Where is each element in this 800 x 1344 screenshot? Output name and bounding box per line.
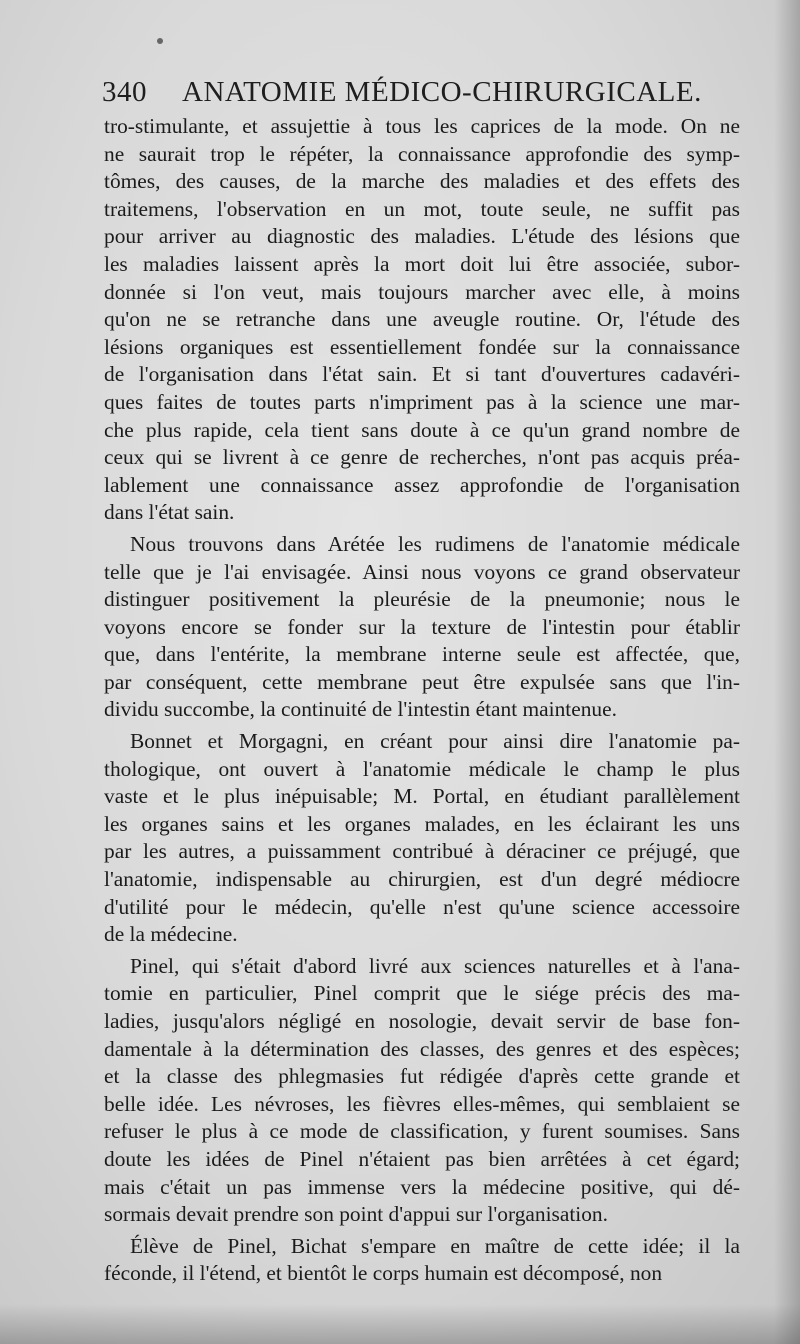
text-line: d'utilité pour le médecin, qu'elle n'est qu'une science accessoire: [104, 894, 740, 919]
paragraph: [104, 113, 740, 527]
text-line: que, dans l'entérite, la membrane interne seule est affectée, que,: [104, 642, 740, 667]
page-edge-shadow-bottom: [0, 1304, 800, 1344]
paragraph: [104, 728, 740, 949]
page-edge-shadow-right: [774, 0, 800, 1344]
text-line: telle que je l'ai envisagée. Ainsi nous voyons ce grand observateur: [104, 559, 740, 584]
text-line: ques faites de toutes parts n'impriment pas à la science une mar-: [104, 389, 740, 414]
text-line: dividu succombe, la continuité de l'intestin étant maintenue.: [104, 697, 617, 722]
running-header: [102, 76, 742, 109]
text-line: par conséquent, cette membrane peut être expulsée sans que l'in-: [104, 669, 740, 694]
text-line: sormais devait prendre son point d'appui sur l'organisation.: [104, 1202, 608, 1227]
text-line: belle idée. Les névroses, les fièvres elles-mêmes, qui semblaient se: [104, 1091, 740, 1116]
text-line: féconde, il l'étend, et bientôt le corps humain est décomposé, non: [104, 1261, 663, 1286]
text-line: lésions organiques est essentiellement fondée sur la connaissance: [104, 334, 740, 359]
paragraph: [104, 953, 740, 1229]
text-line: distinguer positivement la pleurésie de la pneumonie; nous le: [104, 587, 740, 612]
text-line: par les autres, a puissamment contribué à déraciner ce préjugé, que: [104, 839, 740, 864]
text-line: ladies, jusqu'alors négligé en nosologie, devait servir de base fon-: [104, 1009, 740, 1033]
paragraph: [104, 1233, 740, 1288]
text-line: Bonnet et Morgagni, en créant pour ainsi dire l'anatomie pa-: [130, 729, 740, 754]
body-text: [104, 113, 740, 1288]
text-line: tômes, des causes, de la marche des maladies et des effets des: [104, 169, 740, 194]
text-line: ceux qui se livrent à ce genre de recherches, n'ont pas acquis préa-: [104, 445, 740, 470]
text-line: mais c'était un pas immense vers la médecine positive, qui dé-: [104, 1174, 740, 1199]
running-title: ANATOMIE MÉDICO-CHIRURGICALE.: [182, 76, 702, 108]
text-line: de l'organisation dans l'état sain. Et si tant d'ouvertures cadavéri-: [104, 362, 740, 387]
text-line: voyons encore se fonder sur la texture de l'intestin pour établir: [104, 614, 740, 639]
text-line: les maladies laissent après la mort doit lui être associée, subor-: [104, 251, 740, 276]
paragraph: [104, 531, 740, 724]
text-line: Élève de Pinel, Bichat s'empare en maître de cette idée; il la: [130, 1233, 740, 1258]
text-line: tro-stimulante, et assujettie à tous les caprices de la mode. On ne: [104, 114, 740, 138]
page-number: 340: [102, 76, 147, 108]
text-line: Pinel, qui s'était d'abord livré aux sciences naturelles et à l'ana-: [130, 953, 740, 978]
text-line: doute les idées de Pinel n'étaient pas bien arrêtées à cet égard;: [104, 1146, 740, 1171]
text-line: dans l'état sain.: [104, 500, 235, 525]
text-line: ne saurait trop le répéter, la connaissance approfondie des symp-: [104, 141, 740, 166]
text-line: lablement une connaissance assez approfondie de l'organisation: [104, 472, 740, 497]
text-line: che plus rapide, cela tient sans doute à ce qu'un grand nombre de: [104, 417, 740, 442]
text-line: vaste et le plus inépuisable; M. Portal, en étudiant parallèlement: [104, 784, 740, 809]
text-line: l'anatomie, indispensable au chirurgien, est d'un degré médiocre: [104, 867, 740, 892]
text-line: thologique, ont ouvert à l'anatomie médicale le champ le plus: [104, 756, 740, 781]
text-line: tomie en particulier, Pinel comprit que le siége précis des ma-: [104, 981, 740, 1006]
ink-spot: [157, 38, 163, 44]
text-line: refuser le plus à ce mode de classification, y furent soumises. Sans: [104, 1119, 740, 1144]
text-line: pour arriver au diagnostic des maladies. L'étude des lésions que: [104, 224, 740, 249]
text-line: les organes sains et les organes malades, en les éclairant les uns: [104, 811, 740, 836]
text-line: traitemens, l'observation en un mot, toute seule, ne suffit pas: [104, 196, 740, 221]
text-line: donnée si l'on veut, mais toujours marcher avec elle, à moins: [104, 279, 740, 304]
text-line: de la médecine.: [104, 922, 238, 947]
text-line: qu'on ne se retranche dans une aveugle routine. Or, l'étude des: [104, 307, 740, 332]
text-line: et la classe des phlegmasies fut rédigée d'après cette grande et: [104, 1064, 740, 1089]
text-line: damentale à la détermination des classes, des genres et des espèces;: [104, 1036, 740, 1061]
text-line: Nous trouvons dans Arétée les rudimens de l'anatomie médicale: [130, 531, 740, 556]
